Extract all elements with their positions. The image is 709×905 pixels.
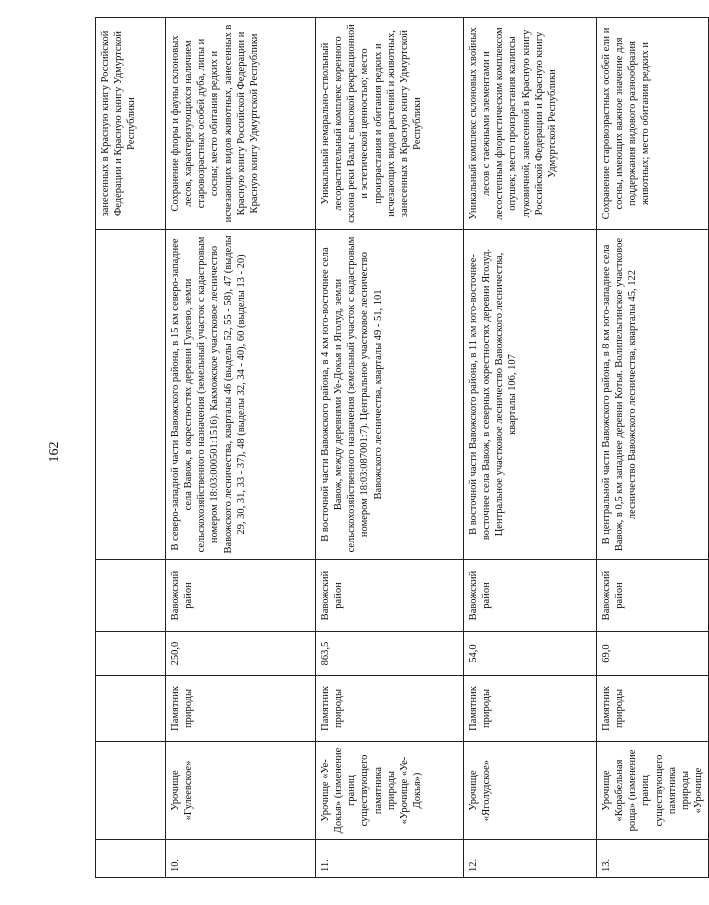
cell-empty bbox=[96, 230, 166, 560]
cell-purpose: Уникальный немарально-ствольный лесорастительный комплекс коренного склона реки Валы с высокой рекреационной и эстетической ценностью; место произрастания и обитания редких и исчезающих видов растений и животных, занесенных в Красную книгу Удмуртской Республики bbox=[316, 18, 464, 230]
cell-empty bbox=[96, 742, 166, 840]
table-row bbox=[166, 18, 316, 878]
table-row bbox=[597, 18, 709, 878]
cell-empty bbox=[96, 632, 166, 676]
cell-number: 11. bbox=[316, 840, 464, 878]
cell-type: Памятник природы bbox=[464, 676, 597, 742]
cell-district: Вавожский район bbox=[316, 560, 464, 632]
cell-type: Памятник природы bbox=[316, 676, 464, 742]
cell-area: 54,0 bbox=[464, 632, 597, 676]
cell-type: Памятник природы bbox=[166, 676, 316, 742]
cell-name: Урочище «Яголудское» bbox=[464, 742, 597, 840]
page-number: 162 bbox=[47, 441, 62, 463]
protected-areas-table bbox=[95, 17, 709, 878]
cell-purpose: Сохранение флоры и фауны склоновых лесов, характеризующихся наличием старовозрастных особей дуба, липы и сосны; место обитания редких и исчезающих видов животных, занесенных в Красную книгу Российской Федерации и Красную книгу Удмуртской Республики bbox=[166, 18, 316, 230]
cell-purpose: Сохранение старовозрастных особей ели и сосны, имеющих важное значение для поддержания видового разнообразия животных; место обитания редких и bbox=[597, 18, 709, 230]
cell-purpose: занесенных в Красную книгу Российской Федерации и Красную книгу Удмуртской Республики bbox=[96, 18, 166, 230]
cell-name: Урочище «Уе-Докья» (изменение границ существующего памятника природы «Урочище «Уе-Докья») bbox=[316, 742, 464, 840]
cell-location: В северо-западной части Вавожского района, в 15 км северо-западнее села Вавож, в окрестностях деревни Гулеево, земли сельскохозяйственного назначения (земельный участок с кадастровым номером 18:03:000501:1516). Какможское участковое лесничество Вавожского лесничества, кварталы 46 (выделы 52, 55 - 58), 47 (выделы 29, 30, 31, 33 - 37), 48 (выделы 32, 34 - 40), 60 (выделы 13 - 20) bbox=[166, 230, 316, 560]
cell-empty bbox=[96, 560, 166, 632]
cell-area: 69,0 bbox=[597, 632, 709, 676]
table-row bbox=[316, 18, 464, 878]
cell-empty bbox=[96, 840, 166, 878]
cell-area: 863,5 bbox=[316, 632, 464, 676]
cell-name: Урочище «Гулеевское» bbox=[166, 742, 316, 840]
cell-location: В центральной части Вавожского района, в 8 км юго-западнее села Вавож, в 0,5 км западнее деревни Котья. Волипельгинское участковое лесничество Вавожского лесничества, кварталы 45, 122 bbox=[597, 230, 709, 560]
cell-number: 12. bbox=[464, 840, 597, 878]
cell-area: 250,0 bbox=[166, 632, 316, 676]
table-row-continuation bbox=[96, 18, 166, 878]
table-row bbox=[464, 18, 597, 878]
cell-empty bbox=[96, 676, 166, 742]
cell-number: 13. bbox=[597, 840, 709, 878]
cell-location: В восточной части Вавожского района, в 11 км юго-восточнее-восточнее села Вавож, в северных окрестностях деревни Яголуд. Центральное участковое лесничество Вавожского лесничества, кварталы 106, 107 bbox=[464, 230, 597, 560]
cell-name: Урочище «Корабельная роща» (изменение границ существующего памятника природы «Урочище bbox=[597, 742, 709, 840]
cell-district: Вавожский район bbox=[597, 560, 709, 632]
cell-district: Вавожский район bbox=[166, 560, 316, 632]
rotated-table-area bbox=[95, 18, 704, 878]
cell-type: Памятник природы bbox=[597, 676, 709, 742]
cell-district: Вавожский район bbox=[464, 560, 597, 632]
cell-location: В восточной части Вавожского района, в 4 км юго-восточнее села Вавож, между деревнями Уе-Докья и Яголуд, земли сельскохозяйственного назначения (земельный участок с кадастровым номером 18:03:087001:7). Центральное участковое лесничество Вавожского лесничества, кварталы 49 - 51, 101 bbox=[316, 230, 464, 560]
cell-number: 10. bbox=[166, 840, 316, 878]
cell-purpose: Уникальный комплекс склоновых хвойных лесов с таежными элементами и лесостепным флористическим комплексом опушек; место произрастания калипсы луковичной, занесенной в Красную книгу Российской Федерации и Красную книгу Удмуртской Республики bbox=[464, 18, 597, 230]
